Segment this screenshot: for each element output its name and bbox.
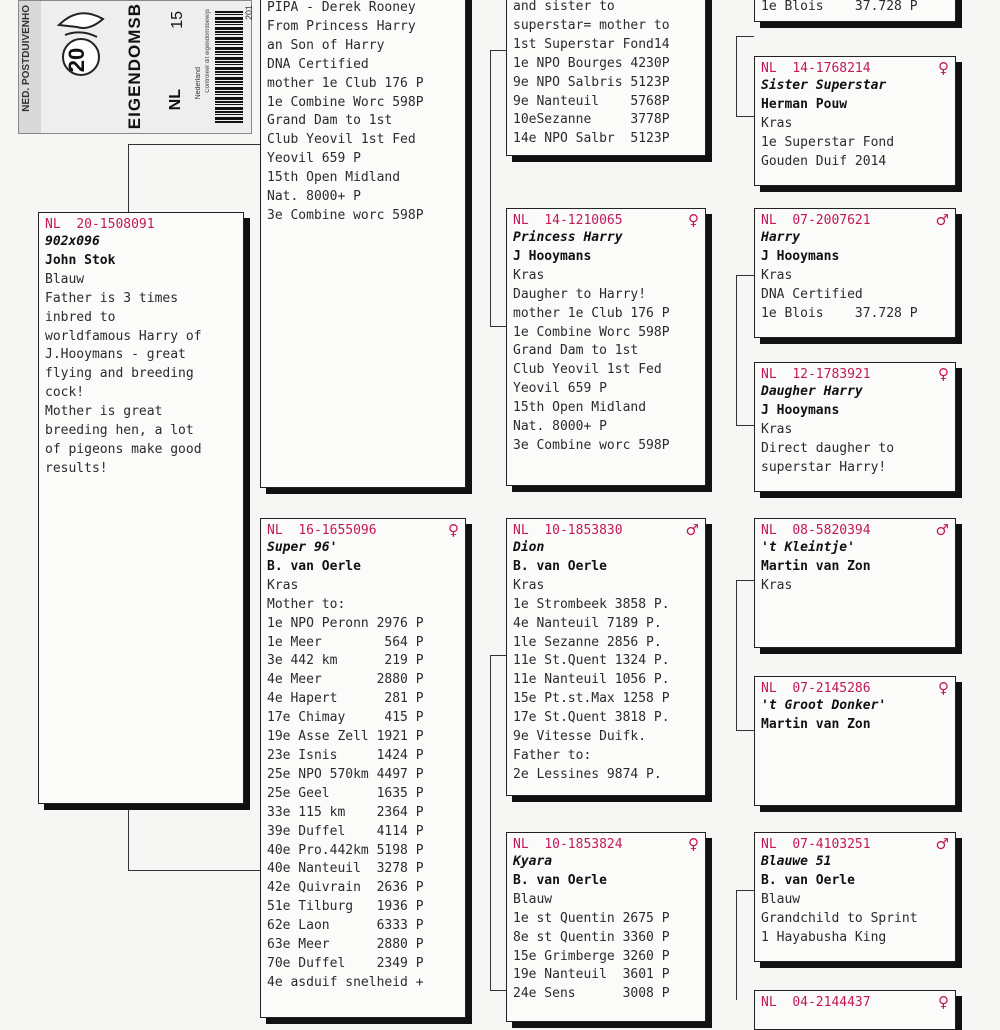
ring-number: NL 14-1768214 [761,61,871,76]
note-line: 11e St.Quent 1324 P. [513,653,670,669]
note-line: 42e Quivrain 2636 P [267,880,424,896]
connector [736,730,754,731]
breeder-name: B. van Oerle [267,558,361,574]
note-line: DNA Certified [761,286,863,302]
ring-number: NL 16-1655096 [267,523,377,538]
female-icon: ♀ [688,211,699,229]
connector [490,50,491,326]
connector [736,890,754,891]
great-grandparent-card [754,832,956,962]
sire-dam-card [506,208,706,486]
connector [736,275,737,425]
ownership-card-country: NL [167,89,184,111]
ownership-card-country-small: Nederland [195,67,202,100]
note-line: 1 Hayabusha King [761,929,887,945]
connector [490,50,506,51]
sire-sire-card [506,0,706,156]
ring-number: NL 14-1210065 [513,213,623,228]
ring-header [761,60,949,77]
great-grandparent-card [754,0,956,22]
note-line: cock! [45,385,85,401]
dam-sire-card [506,518,706,796]
breeder-name: John Stok [45,252,116,268]
note-line: inbred to [45,309,116,325]
breeder-name: J Hooymans [761,248,840,264]
note-line: 25e NPO 570km 4497 P [267,766,424,782]
ring-header [513,836,699,853]
connector [736,36,754,37]
pigeon-color: Kras [513,577,545,593]
note-line: 1e NPO Bourges 4230P [513,55,670,71]
ring-header [761,212,949,229]
pigeon-name: Harry [761,230,801,245]
note-line: 1e Blois 37.728 P [761,305,918,321]
pigeon-name: Blauwe 51 [761,854,832,869]
connector [128,144,129,216]
female-icon: ♀ [448,521,459,539]
pigeon-color: Kras [761,421,793,437]
note-line: 9e Nanteuil 5768P [513,93,670,109]
note-line: 1e Meer 564 P [267,634,424,650]
note-line: Father is 3 times [45,290,179,306]
note-line: 4e asduif snelheid + [267,974,424,990]
connector [736,425,754,426]
connector [736,116,754,117]
note-line: Mother is great [45,404,163,420]
note-line: superstar Harry! [761,459,887,475]
note-line: 33e 115 km 2364 P [267,804,424,820]
subject-card [38,212,244,804]
note-line: 4e Nanteuil 7189 P. [513,615,662,631]
breeder-name: J Hooymans [761,402,840,418]
great-grandparent-card [754,362,956,492]
note-line: 9e NPO Salbris 5123P [513,74,670,90]
note-line: 15e Pt.st.Max 1258 P [513,691,670,707]
male-icon: ♂ [685,521,699,539]
female-icon: ♀ [688,835,699,853]
breeder-name: Herman Pouw [761,96,848,112]
note-line: 8e st Quentin 3360 P [513,929,670,945]
male-icon: ♂ [935,521,949,539]
note-line: 1e NPO Peronn 2976 P [267,615,424,631]
female-icon: ♀ [938,679,949,697]
ownership-card-year: 20 [64,47,90,73]
ring-header [267,522,459,539]
note-line: Mother to: [267,596,346,612]
connector [490,990,506,991]
note-line: 19e Asse Zell 1921 P [267,729,424,745]
note-line: Father to: [513,747,592,763]
ownership-card-code: Controleer dit eigendomsbewijs [205,9,211,93]
great-grandparent-card [754,518,956,648]
ring-header [761,836,949,853]
note-line: Grand Dam to 1st [267,113,393,129]
note-line: 3e Combine worc 598P [267,207,424,223]
note-line: Club Yeovil 1st Fed [513,362,662,378]
pigeon-color: Kras [761,267,793,283]
note-line: 1e st Quentin 2675 P [513,910,670,926]
ring-header [761,680,949,697]
note-line: 15e Grimberge 3260 P [513,948,670,964]
ring-number: NL 07-4103251 [761,837,871,852]
note-line: 1e Combine Worc 598P [267,94,424,110]
note-line: 2e Lessines 9874 P. [513,766,662,782]
note-line: 40e Nanteuil 3278 P [267,861,424,877]
ring-header [761,522,949,539]
note-line: an Son of Harry [267,37,385,53]
ownership-card-title: EIGENDOMSB [125,3,144,130]
pigeon-name: Kyara [513,854,553,869]
note-line: Daugher to Harry! [513,286,647,302]
ring-header [513,522,699,539]
ownership-card-org: NED. POSTDUIVENHO [21,5,32,112]
ring-number: NL 07-2007621 [761,213,871,228]
note-line: 4e Hapert 281 P [267,691,424,707]
pigeon-color: Blauw [513,891,553,907]
note-line: 25e Geel 1635 P [267,785,424,801]
pigeon-color: Blauw [761,891,801,907]
note-line: mother 1e Club 176 P [513,305,670,321]
note-line: 15th Open Midland [513,400,647,416]
note-line: of pigeons make good [45,441,202,457]
note-line: 11e Nanteuil 1056 P. [513,672,670,688]
note-line: 17e St.Quent 3818 P. [513,710,670,726]
dam-card [260,518,466,1018]
note-line: 19e Nanteuil 3601 P [513,967,670,983]
note-line: 39e Duffel 4114 P [267,823,424,839]
note-line: 3e 442 km 219 P [267,653,424,669]
note-line: 10eSezanne 3778P [513,112,670,128]
ring-number: NL 20-1508091 [45,217,155,232]
pigeon-color: Kras [513,267,545,283]
connector [128,144,262,145]
note-line: Grandchild to Sprint [761,910,918,926]
ring-number: NL 07-2145286 [761,681,871,696]
connector [128,870,262,871]
ring-header [45,216,237,233]
pigeon-name: Super 96' [267,540,338,555]
pigeon-name: 902x096 [45,234,100,249]
pigeon-color: Kras [761,115,793,131]
ring-number: NL 10-1853824 [513,837,623,852]
pigeon-color: Blauw [45,271,85,287]
ownership-card [18,0,252,134]
note-line: 63e Meer 2880 P [267,937,424,953]
note-line: 9e Vitesse Duifk. [513,729,647,745]
pigeon-name: 't Kleintje' [761,540,855,555]
note-line: From Princess Harry [267,18,416,34]
connector [490,655,491,990]
note-line: Club Yeovil 1st Fed [267,132,416,148]
note-line: 70e Duffel 2349 P [267,955,424,971]
note-line: 1e Superstar Fond [761,134,895,150]
connector [736,36,737,116]
note-line: 51e Tilburg 1936 P [267,899,424,915]
note-line: 1e Blois 37.728 P [761,0,918,14]
connector [128,808,129,870]
pigeon-name: Sister Superstar [761,78,887,93]
connector [736,580,737,730]
ring-number: NL 04-2144437 [761,995,871,1010]
note-line: mother 1e Club 176 P [267,75,424,91]
male-icon: ♂ [935,211,949,229]
note-line: superstar= mother to [513,17,670,33]
connector [490,655,506,656]
note-line: Gouden Duif 2014 [761,153,887,169]
ring-header [761,366,949,383]
note-line: 1e Strombeek 3858 P. [513,596,670,612]
pigeon-color: Kras [761,577,793,593]
note-line: Nat. 8000+ P [513,419,607,435]
ring-number: NL 12-1783921 [761,367,871,382]
breeder-name: Martin van Zon [761,716,871,732]
great-grandparent-card [754,676,956,806]
connector [736,275,754,276]
ownership-card-logo [49,5,113,85]
great-grandparent-card [754,56,956,186]
pigeon-name: Princess Harry [513,230,623,245]
female-icon: ♀ [938,993,949,1011]
note-line: PIPA - Derek Rooney [267,0,416,15]
note-line: 23e Isnis 1424 P [267,747,424,763]
note-line: 1le Sezanne 2856 P. [513,634,662,650]
note-line: DNA Certified [267,56,369,72]
note-line: worldfamous Harry of [45,328,202,344]
note-line: Nat. 8000+ P [267,189,361,205]
note-line: breeding hen, a lot [45,423,194,439]
dam-dam-card [506,832,706,1022]
ownership-card-barcode [215,11,243,123]
breeder-name: B. van Oerle [513,872,607,888]
note-line: 1e Combine Worc 598P [513,324,670,340]
ring-header [761,994,949,1011]
pigeon-color: Kras [267,577,299,593]
connector [736,890,737,1000]
note-line: 15th Open Midland [267,170,401,186]
note-line: Yeovil 659 P [513,381,607,397]
connector [490,326,506,327]
great-grandparent-card [754,208,956,338]
note-line: and sister to [513,0,615,14]
note-line: Grand Dam to 1st [513,343,639,359]
ring-header [513,212,699,229]
note-line: 17e Chimay 415 P [267,710,424,726]
breeder-name: B. van Oerle [761,872,855,888]
note-line: 3e Combine worc 598P [513,437,670,453]
note-line: 14e NPO Salbr 5123P [513,131,670,147]
note-line: Direct daugher to [761,440,895,456]
ring-number: NL 08-5820394 [761,523,871,538]
female-icon: ♀ [938,365,949,383]
note-line: 1st Superstar Fond14 [513,36,670,52]
ring-number: NL 10-1853830 [513,523,623,538]
note-line: 62e Laon 6333 P [267,918,424,934]
ownership-card-year-short: 201 [244,5,254,21]
female-icon: ♀ [938,59,949,77]
note-line: results! [45,460,108,476]
breeder-name: J Hooymans [513,248,592,264]
great-grandparent-card [754,990,956,1030]
pigeon-name: Dion [513,540,545,555]
male-icon: ♂ [935,835,949,853]
note-line: flying and breeding [45,366,194,382]
pigeon-name: Daugher Harry [761,384,863,399]
pigeon-name: 't Groot Donker' [761,698,887,713]
note-line: 4e Meer 2880 P [267,672,424,688]
breeder-name: B. van Oerle [513,558,607,574]
ownership-card-number: 15 [169,11,186,29]
breeder-name: Martin van Zon [761,558,871,574]
note-line: Yeovil 659 P [267,151,361,167]
sire-card [260,0,466,488]
note-line: J.Hooymans - great [45,347,186,363]
note-line: 24e Sens 3008 P [513,986,670,1002]
connector [736,580,754,581]
note-line: 40e Pro.442km 5198 P [267,842,424,858]
